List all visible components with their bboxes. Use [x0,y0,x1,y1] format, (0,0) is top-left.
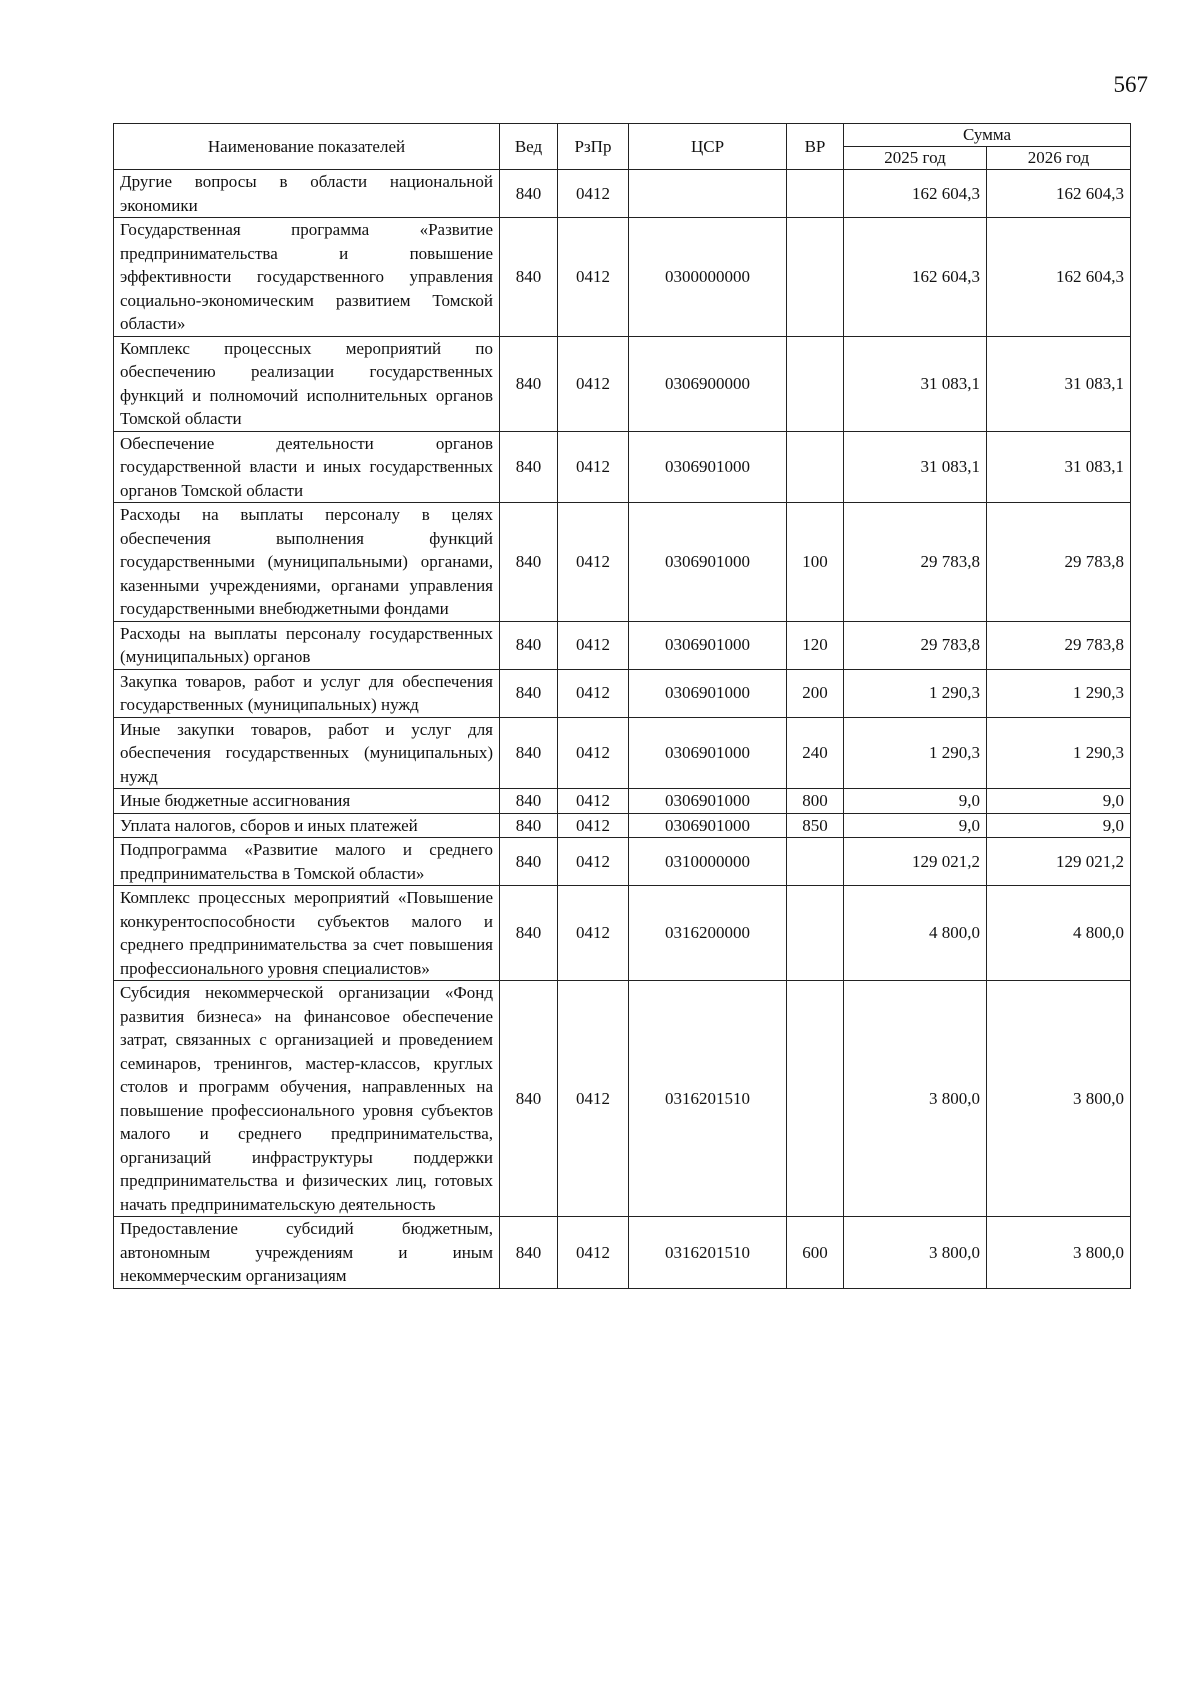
cell-csr: 0306901000 [629,431,787,503]
cell-sum-2026: 31 083,1 [987,336,1131,431]
cell-csr: 0306901000 [629,621,787,669]
cell-vr: 100 [787,503,844,622]
cell-ved: 840 [500,981,558,1217]
table-body [114,170,1131,1289]
cell-ved: 840 [500,838,558,886]
cell-sum-2025: 3 800,0 [844,981,987,1217]
cell-vr: 200 [787,669,844,717]
cell-csr: 0306901000 [629,789,787,814]
cell-ved: 840 [500,431,558,503]
cell-sum-2025: 162 604,3 [844,170,987,218]
cell-csr: 0300000000 [629,218,787,337]
table-row [114,717,1131,789]
cell-sum-2025: 162 604,3 [844,218,987,337]
cell-ved: 840 [500,789,558,814]
table-row [114,838,1131,886]
cell-name: Закупка товаров, работ и услуг для обеспечения государственных (муниципальных) нужд [114,669,500,717]
table-row [114,1217,1131,1289]
cell-vr: 850 [787,813,844,838]
cell-vr [787,170,844,218]
cell-name: Предоставление субсидий бюджетным, автономным учреждениям и иным некоммерческим организациям [114,1217,500,1289]
cell-sum-2026: 4 800,0 [987,886,1131,981]
cell-sum-2026: 31 083,1 [987,431,1131,503]
cell-csr [629,170,787,218]
cell-sum-2026: 3 800,0 [987,1217,1131,1289]
cell-name: Иные закупки товаров, работ и услуг для обеспечения государственных (муниципальных) нужд [114,717,500,789]
table-row [114,503,1131,622]
cell-rzpr: 0412 [558,503,629,622]
cell-name: Расходы на выплаты персоналу в целях обеспечения выполнения функций государственными (муниципальными) органами, казенными учреждениями, органами управления государственными внебюджетными фондами [114,503,500,622]
cell-sum-2025: 9,0 [844,789,987,814]
cell-name: Иные бюджетные ассигнования [114,789,500,814]
cell-vr: 800 [787,789,844,814]
header-rzpr: РзПр [558,124,629,170]
cell-ved: 840 [500,1217,558,1289]
table-row [114,170,1131,218]
cell-ved: 840 [500,218,558,337]
cell-sum-2026: 29 783,8 [987,503,1131,622]
header-csr: ЦСР [629,124,787,170]
cell-name: Уплата налогов, сборов и иных платежей [114,813,500,838]
cell-rzpr: 0412 [558,1217,629,1289]
cell-vr [787,218,844,337]
budget-table [113,123,1131,1289]
cell-ved: 840 [500,503,558,622]
cell-rzpr: 0412 [558,669,629,717]
cell-sum-2025: 31 083,1 [844,336,987,431]
table-row [114,981,1131,1217]
header-name: Наименование показателей [114,124,500,170]
header-year-2026: 2026 год [987,147,1131,170]
cell-ved: 840 [500,717,558,789]
table-row [114,789,1131,814]
cell-sum-2025: 29 783,8 [844,621,987,669]
cell-rzpr: 0412 [558,981,629,1217]
cell-name: Комплекс процессных мероприятий «Повышение конкурентоспособности субъектов малого и среднего предпринимательства за счет повышения профессионального уровня специалистов» [114,886,500,981]
cell-rzpr: 0412 [558,717,629,789]
cell-vr [787,981,844,1217]
cell-vr: 600 [787,1217,844,1289]
cell-sum-2026: 162 604,3 [987,218,1131,337]
cell-name: Расходы на выплаты персоналу государственных (муниципальных) органов [114,621,500,669]
cell-csr: 0316200000 [629,886,787,981]
table-row [114,886,1131,981]
cell-ved: 840 [500,170,558,218]
cell-sum-2025: 29 783,8 [844,503,987,622]
cell-name: Обеспечение деятельности органов государственной власти и иных государственных органов Томской области [114,431,500,503]
cell-ved: 840 [500,886,558,981]
cell-rzpr: 0412 [558,813,629,838]
cell-ved: 840 [500,621,558,669]
cell-csr: 0306901000 [629,813,787,838]
cell-name: Государственная программа «Развитие предпринимательства и повышение эффективности государственного управления социально-экономическим развитием Томской области» [114,218,500,337]
cell-csr: 0306901000 [629,669,787,717]
cell-sum-2025: 3 800,0 [844,1217,987,1289]
cell-rzpr: 0412 [558,621,629,669]
cell-csr: 0306901000 [629,717,787,789]
cell-rzpr: 0412 [558,170,629,218]
cell-sum-2025: 1 290,3 [844,669,987,717]
cell-sum-2026: 9,0 [987,789,1131,814]
table-row [114,431,1131,503]
cell-csr: 0306900000 [629,336,787,431]
table-row [114,218,1131,337]
table-row [114,813,1131,838]
cell-name: Комплекс процессных мероприятий по обеспечению реализации государственных функций и полномочий исполнительных органов Томской области [114,336,500,431]
cell-csr: 0316201510 [629,981,787,1217]
cell-ved: 840 [500,336,558,431]
cell-rzpr: 0412 [558,431,629,503]
cell-vr [787,431,844,503]
cell-csr: 0306901000 [629,503,787,622]
cell-rzpr: 0412 [558,336,629,431]
cell-vr [787,838,844,886]
cell-sum-2026: 29 783,8 [987,621,1131,669]
cell-sum-2026: 162 604,3 [987,170,1131,218]
cell-csr: 0316201510 [629,1217,787,1289]
cell-rzpr: 0412 [558,218,629,337]
cell-sum-2025: 31 083,1 [844,431,987,503]
header-year-2025: 2025 год [844,147,987,170]
cell-sum-2025: 1 290,3 [844,717,987,789]
cell-name: Другие вопросы в области национальной экономики [114,170,500,218]
table-row [114,336,1131,431]
cell-sum-2025: 4 800,0 [844,886,987,981]
table-row [114,669,1131,717]
cell-ved: 840 [500,813,558,838]
cell-sum-2026: 1 290,3 [987,717,1131,789]
cell-ved: 840 [500,669,558,717]
cell-sum-2026: 9,0 [987,813,1131,838]
cell-name: Подпрограмма «Развитие малого и среднего предпринимательства в Томской области» [114,838,500,886]
cell-rzpr: 0412 [558,838,629,886]
cell-vr: 240 [787,717,844,789]
header-vr: ВР [787,124,844,170]
cell-sum-2026: 1 290,3 [987,669,1131,717]
cell-sum-2025: 9,0 [844,813,987,838]
header-ved: Вед [500,124,558,170]
cell-vr: 120 [787,621,844,669]
cell-csr: 0310000000 [629,838,787,886]
cell-name: Субсидия некоммерческой организации «Фонд развития бизнеса» на финансовое обеспечение затрат, связанных с организацией и проведением семинаров, тренингов, мастер-классов, круглых столов и программ обучения, направленных на повышение профессионального уровня субъектов малого и среднего предпринимательства, организаций инфраструктуры поддержки предпринимательства и физических лиц, готовых начать предпринимательскую деятельность [114,981,500,1217]
table-row [114,621,1131,669]
cell-sum-2025: 129 021,2 [844,838,987,886]
cell-rzpr: 0412 [558,886,629,981]
page-number: 567 [1113,72,1148,97]
cell-vr [787,886,844,981]
cell-sum-2026: 3 800,0 [987,981,1131,1217]
header-sum: Сумма [844,124,1131,147]
table-header [114,124,1131,170]
cell-sum-2026: 129 021,2 [987,838,1131,886]
cell-vr [787,336,844,431]
cell-rzpr: 0412 [558,789,629,814]
